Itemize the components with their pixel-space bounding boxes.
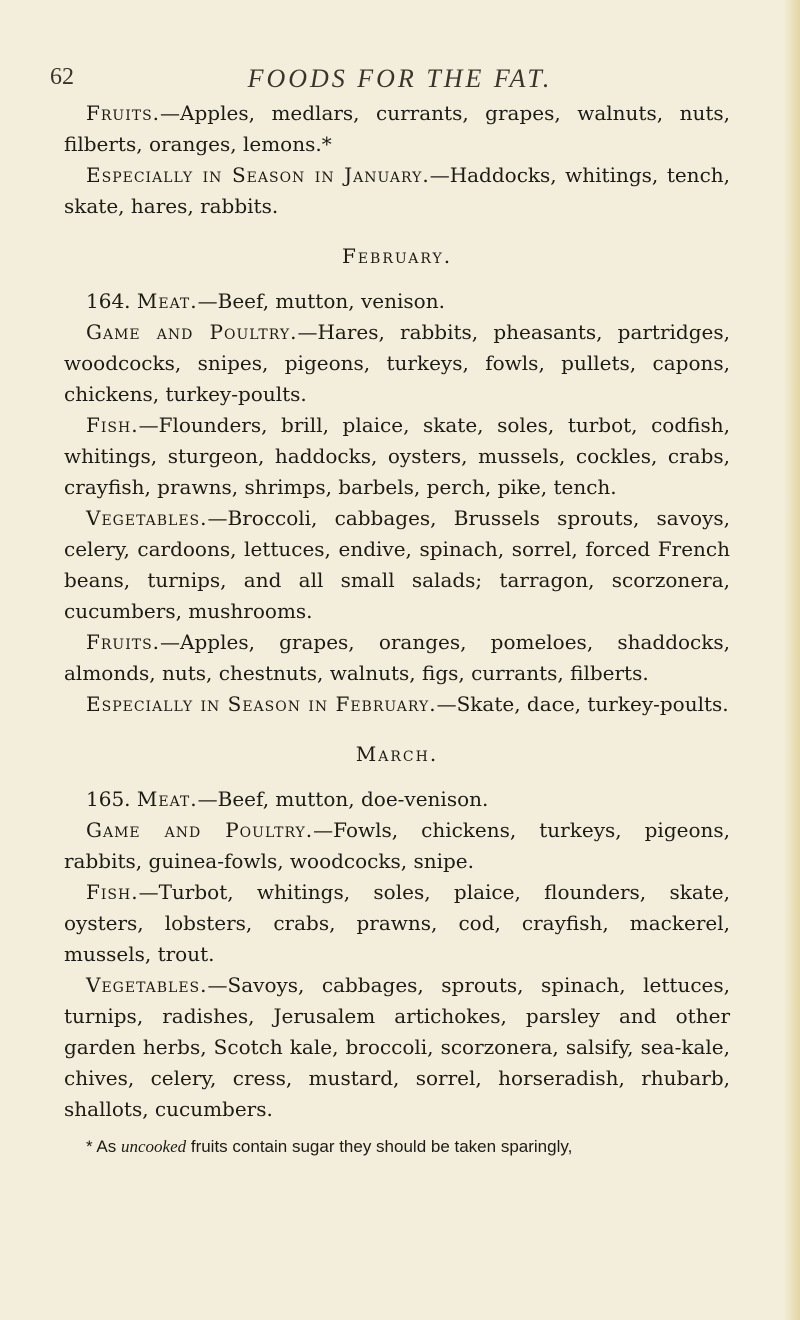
entry-label: Game and Poultry. [86,818,314,842]
february-fruits [64,627,730,689]
march-game-poultry [64,815,730,877]
entry-text: —Haddocks, whitings, tench, skate, hares, rabbits. [64,163,731,218]
entry-text: —Apples, grapes, oranges, pomeloes, shaddocks, almonds, nuts, chestnuts, walnuts, figs, currants, filberts. [64,630,730,685]
entry-text: —Hares, rabbits, pheasants, partridges, woodcocks, snipes, pigeons, turkeys, fowls, pullets, capons, chickens, turkey-poults. [64,320,730,406]
entry-label: Fruits. [86,630,161,654]
entry-text: —Beef, mutton, doe-venison. [197,787,489,811]
february-fish [64,410,730,503]
entry-label: Meat. [136,787,198,811]
march-vegetables [64,970,730,1125]
entry-text: —Broccoli, cabbages, Brussels sprouts, savoys, celery, cardoons, lettuces, endive, spinach, sorrel, forced French beans, turnips, and all small salads; tarragon, scorzonera, cucumbers, mushrooms. [64,506,730,623]
running-title: FOODS FOR THE FAT. [247,64,553,93]
intro-january-season [64,160,730,222]
entry-label: Fruits. [86,101,161,125]
entry-text: —Savoys, cabbages, sprouts, spinach, lettuces, turnips, radishes, Jerusalem artichokes, parsley and other garden herbs, Scotch kale, broccoli, scorzonera, salsify, sea-kale, chives, celery, cress, mustard, sorrel, horseradish, rhubarb, shallots, cucumbers. [64,973,730,1121]
entry-label: Vegetables. [86,506,208,530]
entry-label: Fish. [86,880,139,904]
entry-text: —Flounders, brill, plaice, skate, soles, turbot, codfish, whitings, sturgeon, haddocks, oysters, mussels, cockles, crabs, crayfish, prawns, shrimps, barbels, perch, pike, tench. [64,413,730,499]
march-meat [64,784,730,815]
february-meat [64,286,730,317]
entry-label: Especially in Season in February. [86,692,437,716]
entry-label: Especially in Season in January. [86,163,430,187]
march-fish [64,877,730,970]
february-game-poultry [64,317,730,410]
page-body [64,98,730,1176]
march-heading: March. [355,742,439,766]
section-number: 165. [86,787,131,811]
entry-text: —Beef, mutton, venison. [197,289,445,313]
footnote-emphasis: uncooked [120,1137,187,1156]
entry-label: Meat. [136,289,198,313]
entry-label: Vegetables. [86,973,208,997]
entry-label: Game and Poultry. [86,320,298,344]
intro-fruits [64,98,730,160]
section-number: 164. [86,289,131,313]
entry-text: —Skate, dace, turkey-poults. [436,692,729,716]
footnote-marker: * [86,1137,93,1156]
page-number: 62 [50,64,74,90]
february-vegetables [64,503,730,627]
entry-text: —Turbot, whitings, soles, plaice, flounders, skate, oysters, lobsters, crabs, prawns, cod, crayfish, mackerel, mussels, trout. [64,880,730,966]
entry-text: —Apples, medlars, currants, grapes, walnuts, nuts, filberts, oranges, lemons.* [64,101,730,156]
page-edge [784,0,800,1320]
entry-label: Fish. [86,413,139,437]
february-season [64,689,730,720]
entry-text: —Fowls, chickens, turkeys, pigeons, rabbits, guinea-fowls, woodcocks, snipe. [64,818,730,873]
footnote: * As uncooked fruits contain sugar they should be taken sparingly, [86,1137,573,1156]
february-heading: February. [341,244,453,268]
